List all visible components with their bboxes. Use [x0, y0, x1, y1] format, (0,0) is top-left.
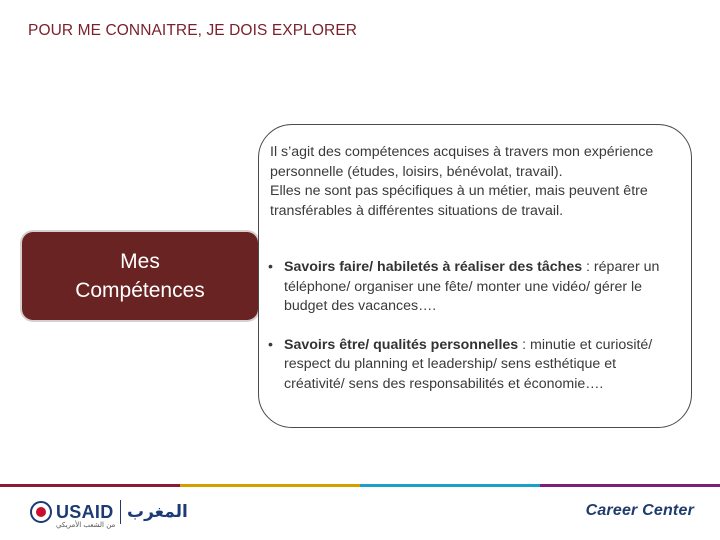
bullet-text: : minutie et curiosité/ respect du planning et leadership/ sens esthétique et créativité/ sens des responsabilités et économie….: [284, 336, 653, 392]
label-line-2: Compétences: [75, 279, 205, 302]
competences-label-box: [22, 232, 258, 320]
slide-title: POUR ME CONNAITRE, JE DOIS EXPLORER: [28, 22, 358, 39]
bullet-bold-text: Savoirs faire/ habiletés à réaliser des tâches: [284, 259, 583, 275]
footer-bar-segment: [540, 484, 720, 487]
usaid-wordmark: USAID: [56, 501, 114, 522]
footer-bar-segment: [180, 484, 360, 487]
footer-bar-segment: [360, 484, 540, 487]
logo-divider: [120, 500, 122, 524]
footer-color-bar: [0, 484, 720, 487]
usaid-tagline: من الشعب الأمريكي: [56, 521, 116, 529]
intro-text: [270, 143, 680, 221]
list-item: [268, 258, 680, 317]
usaid-seal-icon: [30, 501, 52, 523]
bullet-marker: •: [268, 336, 273, 353]
arabic-wordmark: المغرب: [127, 502, 188, 522]
career-center-logo: Career Center: [585, 502, 694, 519]
bullet-list: [268, 258, 680, 413]
bullet-marker: •: [268, 259, 273, 275]
bullet-bold-text: Savoirs être/ qualités personnelles: [284, 336, 519, 353]
intro-paragraph-2: Elles ne sont pas spécifiques à un métier, mais peuvent être transférables à différentes situations de travail.: [270, 183, 648, 219]
list-item: [268, 336, 680, 395]
label-line-1: Mes: [120, 250, 160, 273]
intro-paragraph-1: Il s’agit des compétences acquises à travers mon expérience personnelle (études, loisirs, bénévolat, travail).: [270, 144, 654, 180]
footer-bar-segment: [0, 484, 180, 487]
bullet-text: : réparer un téléphone/ organiser une fête/ monter une vidéo/ gérer le budget des vacances….: [284, 259, 660, 314]
